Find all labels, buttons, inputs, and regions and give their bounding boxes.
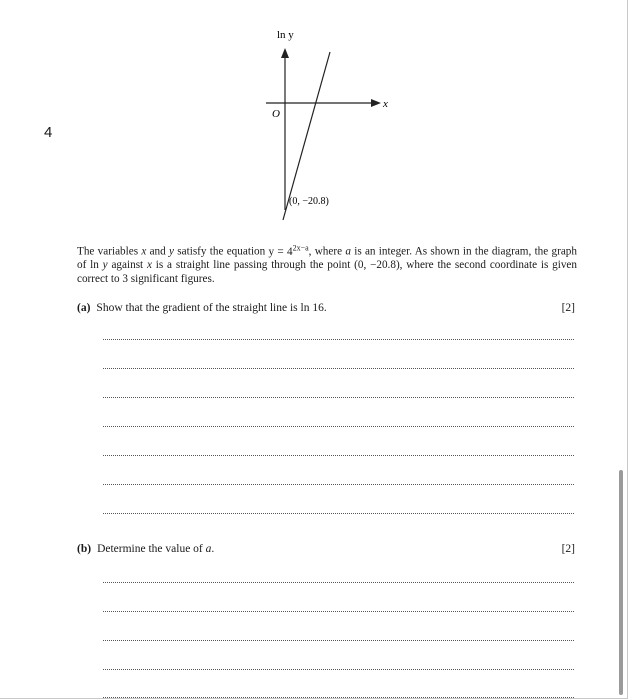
answer-line[interactable] [103, 582, 574, 583]
part-a-marks: [2] [561, 302, 575, 314]
ln-graph [258, 22, 388, 227]
scrollbar-thumb[interactable] [619, 470, 623, 695]
answer-line[interactable] [103, 697, 574, 698]
part-b-prompt: (b) Determine the value of a. [77, 543, 215, 555]
answer-line[interactable] [103, 640, 574, 641]
ln-y-line [283, 52, 330, 220]
origin-label: O [272, 108, 280, 120]
answer-line[interactable] [103, 368, 574, 369]
answer-line[interactable] [103, 397, 574, 398]
answer-line[interactable] [103, 513, 574, 514]
answer-line[interactable] [103, 426, 574, 427]
y-axis-label: ln y [277, 29, 294, 41]
part-a-prompt: (a) Show that the gradient of the straight line is ln 16. [77, 302, 327, 314]
y-axis-arrow [281, 48, 289, 58]
question-number: 4 [44, 124, 53, 141]
part-b-marks: [2] [561, 543, 575, 555]
point-label: (0, −20.8) [289, 196, 329, 207]
answer-line[interactable] [103, 455, 574, 456]
answer-line[interactable] [103, 669, 574, 670]
answer-line[interactable] [103, 611, 574, 612]
question-stem: The variables x and y satisfy the equation $y = 4^{2x-a}$, where a is an integer. As shown in the diagram, the graph of ln y against x is a straight line passing through the point (0, −20.8), where the second coordinate is given correct to 3 significant figures. [77, 243, 577, 285]
x-axis-arrow [371, 99, 381, 107]
x-axis-label: x [383, 98, 388, 110]
equation: $y = 4^{2x-a}$ [268, 243, 309, 258]
answer-line[interactable] [103, 484, 574, 485]
answer-line[interactable] [103, 339, 574, 340]
